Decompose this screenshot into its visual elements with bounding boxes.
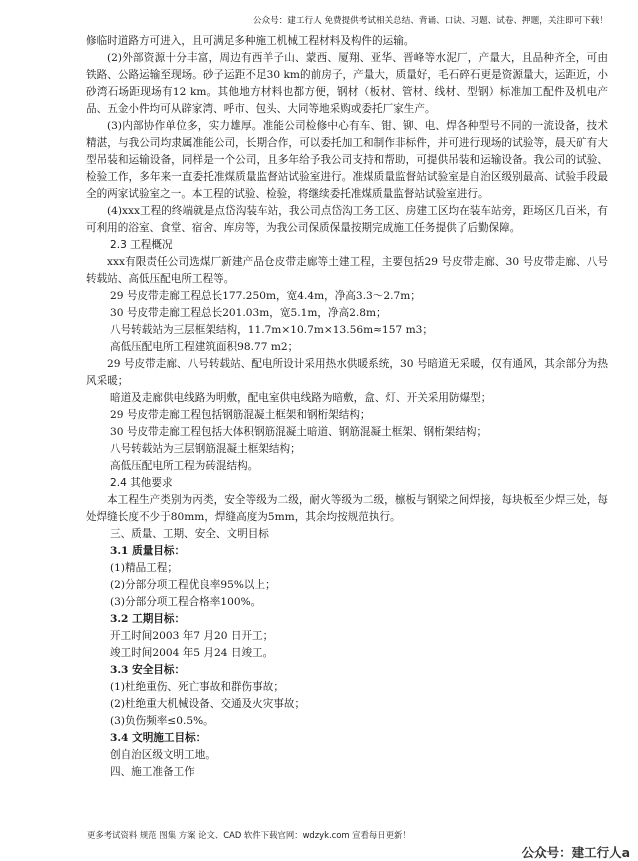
list-item: (1)精品工程；	[110, 562, 178, 574]
paragraph: xxx有限责任公司选煤厂新建产品仓皮带走廊等土建工程，主要包括29 号皮带走廊、30 号皮带走廊、八号转载站、高低压配电所工程等。	[86, 256, 608, 285]
document-body	[86, 33, 608, 781]
list-item: (2)分部分项工程优良率95%以上；	[110, 579, 276, 591]
paragraph: (4)xxx工程的终端就是点岱沟装车站，我公司点岱沟工务工区、房建工区均在装车站旁，距场区几百米，有可利用的浴室、食堂、宿舍、库房等，为我公司保质保量按期完成施工任务提供了后勤保障。	[86, 205, 608, 234]
header-note: 公众号：建工行人 免费提供考试相关总结、背诵、口诀、习题、试卷、押题，关注即可下载！	[252, 16, 608, 26]
section-heading-2-4: 2.4 其他要求	[110, 477, 173, 489]
section-heading-3-2: 3.2 工期目标：	[110, 613, 186, 625]
list-item: (3)负伤频率≤0.5%。	[110, 715, 214, 727]
list-item: 竣工时间2004 年5 月24 日竣工。	[110, 647, 274, 659]
paragraph: 修临时道路方可进入，且可满足多种施工机械工程材料及构件的运输。	[86, 35, 415, 47]
section-heading-4: 四、施工准备工作	[110, 766, 195, 778]
paragraph: (3)内部协作单位多，实力雄厚。准能公司检修中心有车、钳、铆、电、焊各种型号不同的一流设备，技术精湛，与我公司均隶属准能公司，长期合作，可以委托加工和制作非标件，并可进行现场的试验等，晨天矿有大型吊装和运输设备，同样是一个公司，且多年给予我公司支持和帮助，可提供吊装和运输设备。我公司的试验、检验工作，多年来一直委托准煤质量监督站试验室进行。准煤质量监督站试验室是自治区级别最高、试验手段最全的两家试验室之一。本工程的试验、检验，将继续委托准煤质量监督站试验室进行。	[86, 120, 608, 200]
list-item: 30 号皮带走廊工程总长201.03m，宽5.1m，净高2.8m；	[110, 307, 387, 319]
list-item: 高低压配电所工程建筑面积98.77 m2；	[110, 341, 299, 353]
list-item: (1)杜绝重伤、死亡事故和群伤事故；	[110, 681, 284, 693]
list-item: 高低压配电所工程为砖混结构。	[110, 460, 259, 472]
section-heading-3-4: 3.4 文明施工目标：	[110, 732, 207, 744]
list-item: 暗道及走廊供电线路为明敷，配电室供电线路为暗敷，盒、灯、开关采用防爆型；	[110, 392, 492, 404]
list-item: (2)杜绝重大机械设备、交通及火灾事故；	[110, 698, 306, 710]
list-item: (3)分部分项工程合格率100%。	[110, 596, 262, 608]
list-item: 八号转载站为三层框架结构，11.7m×10.7m×13.56m≈157 m3；	[110, 324, 433, 336]
footer-note: 更多考试资料 规范 图集 方案 论文、CAD 软件下载官网：wdzyk.com 宣看每日更新！	[87, 830, 411, 840]
list-item: 八号转载站为三层钢筋混凝土框架结构；	[110, 443, 301, 455]
list-item: 29 号皮带走廊工程总长177.250m，宽4.4m，净高3.3～2.7m；	[110, 290, 421, 302]
section-heading-2-3: 2.3 工程概况	[110, 239, 173, 251]
section-heading-3-3: 3.3 安全目标：	[110, 664, 186, 676]
watermark: 公众号：建工行人a	[521, 845, 630, 860]
paragraph: (2)外部资源十分丰富，周边有西羊子山、蒙西、厦翔、亚华、晋峰等水泥厂，产量大，且品种齐全，可由铁路、公路运输至现场。砂子运距不足30 km的前房子，产量大，质量好，毛石碎石更是资源量大，运距近，小砂湾石场距现场有12 km。其他地方材料也都方便，钢材（板材、管材、线材、型钢）标准加工配件及机电产品、五金小件均可从辟家湾、呼市、包头、大同等地采购或委托厂家生产。	[86, 52, 608, 115]
list-item: 29 号皮带走廊、八号转载站、配电所设计采用热水供暖系统，30 号暗道无采暖，仅有通风，其余部分为热风采暖；	[86, 358, 608, 387]
paragraph: 本工程生产类别为丙类，安全等级为二级，耐火等级为二级，檩板与钢梁之间焊接，每块板至少焊三处，每处焊缝长度不少于80mm，焊缝高度为5mm，其余均按规范执行。	[86, 494, 608, 523]
list-item: 30 号皮带走廊工程包括大体积钢筋混凝土暗道、钢筋混凝土框架、钢桁架结构；	[110, 426, 488, 438]
section-heading-3-1: 3.1 质量目标：	[110, 545, 186, 557]
list-item: 29 号皮带走廊工程包括钢筋混凝土框架和钢桁架结构；	[110, 409, 371, 421]
list-item: 开工时间2003 年7 月20 日开工；	[110, 630, 274, 642]
list-item: 创自治区级文明工地。	[110, 749, 216, 761]
section-heading-3: 三、质量、工期、安全、文明目标	[110, 528, 269, 540]
